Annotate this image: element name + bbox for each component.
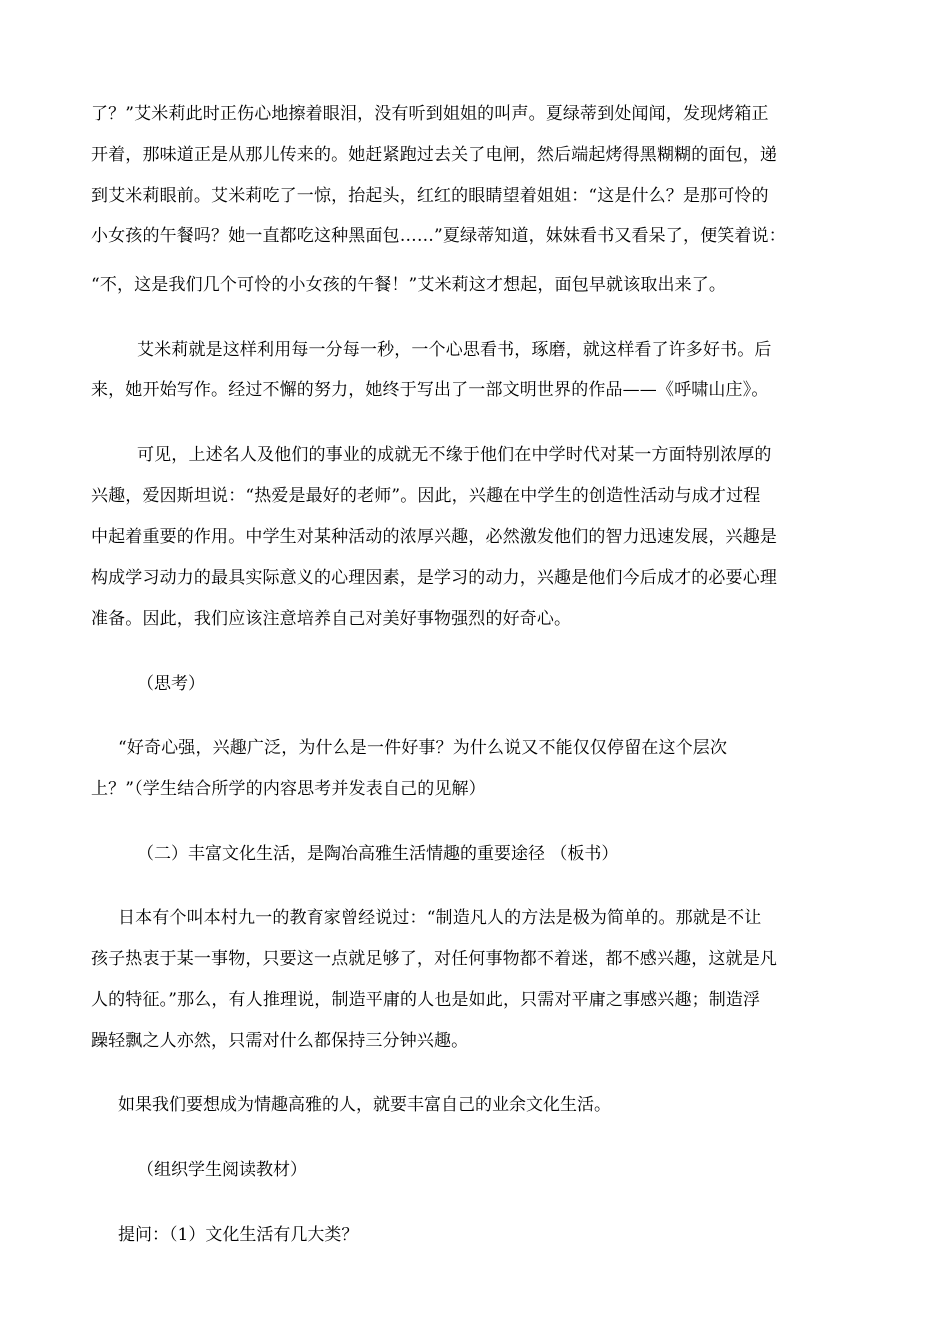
paragraph-2-line-1: 艾米莉就是这样利用每一分每一秒，一个心思看书，琢磨，就这样看了许多好书。后: [137, 340, 772, 360]
paragraph-7-line-3: 人的特征。”那么，有人推理说，制造平庸的人也是如此，只需对平庸之事感兴趣；制造浮: [91, 990, 761, 1010]
paragraph-1-line-5: “不，这是我们几个可怜的小女孩的午餐！”艾米莉这才想起，面包早就该取出来了。: [91, 275, 727, 295]
paragraph-2-line-2: 来，她开始写作。经过不懈的努力，她终于写出了一部文明世界的作品——《呼啸山庄》。: [91, 380, 769, 400]
paragraph-8: 如果我们要想成为情趣高雅的人，就要丰富自己的业余文化生活。: [118, 1095, 611, 1115]
paragraph-1-line-3: 到艾米莉眼前。艾米莉吃了一惊，抬起头，红红的眼睛望着姐姐：“这是什么？是那可怜的: [91, 186, 769, 206]
paragraph-7-line-2: 孩子热衷于某一事物，只要这一点就足够了，对任何事物都不着迷，都不感兴趣，这就是凡: [91, 949, 777, 969]
paragraph-1-line-1: 了？”艾米莉此时正伤心地擦着眼泪，没有听到姐姐的叫声。夏绿蒂到处闻闻，发现烤箱正: [91, 104, 769, 124]
reading-instruction: （组织学生阅读教材）: [137, 1160, 307, 1180]
paragraph-3-line-4: 构成学习动力的最具实际意义的心理因素，是学习的动力，兴趣是他们今后成才的必要心理: [91, 568, 777, 588]
section-heading: （二）丰富文化生活，是陶冶高雅生活情趣的重要途径 （板书）: [137, 844, 619, 864]
paragraph-3-line-2: 兴趣，爱因斯坦说：“热爱是最好的老师”。因此，兴趣在中学生的创造性活动与成才过程: [91, 486, 761, 506]
paragraph-7-line-4: 躁轻飘之人亦然，只需对什么都保持三分钟兴趣。: [91, 1031, 469, 1051]
thinking-label: （思考）: [137, 674, 205, 694]
paragraph-3-line-3: 中起着重要的作用。中学生对某种活动的浓厚兴趣，必然激发他们的智力迅速发展，兴趣是: [91, 527, 777, 547]
paragraph-7-line-1: 日本有个叫本村九一的教育家曾经说过：“制造凡人的方法是极为简单的。那就是不让: [118, 908, 762, 928]
paragraph-1-line-4: 小女孩的午餐吗？她一直都吃这种黑面包……”夏绿蒂知道，妹妹看书又看呆了，便笑着说：: [91, 226, 786, 246]
paragraph-3-line-5: 准备。因此，我们应该注意培养自己对美好事物强烈的好奇心。: [91, 609, 572, 629]
paragraph-5-line-2: 上？”（学生结合所学的内容思考并发表自己的见解）: [91, 779, 486, 799]
paragraph-5-line-1: “好奇心强，兴趣广泛，为什么是一件好事？为什么说又不能仅仅停留在这个层次: [118, 738, 728, 758]
paragraph-1-line-2: 开着，那味道正是从那儿传来的。她赶紧跑过去关了电闸，然后端起烤得黑糊糊的面包，递: [91, 145, 777, 165]
paragraph-3-line-1: 可见，上述名人及他们的事业的成就无不缘于他们在中学时代对某一方面特别浓厚的: [137, 445, 772, 465]
question-1: 提问：（1）文化生活有几大类？: [118, 1225, 359, 1245]
